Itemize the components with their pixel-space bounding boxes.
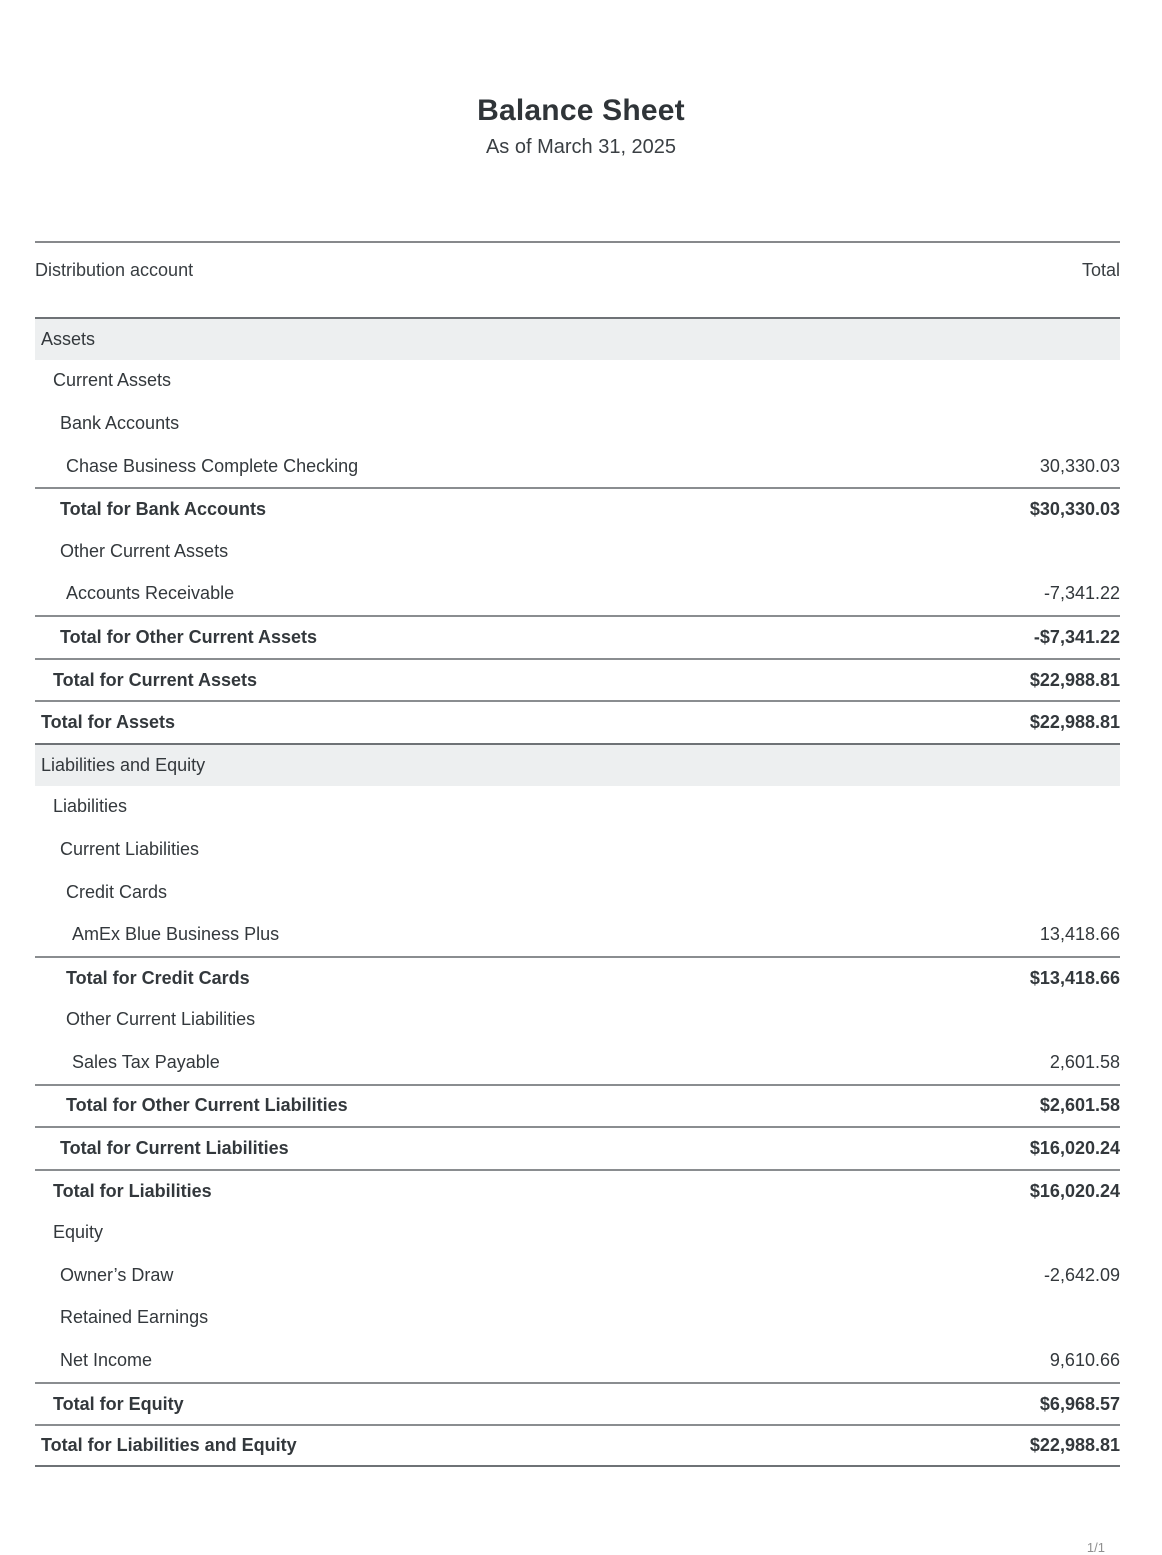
- row-value: $22,988.81: [1029, 712, 1120, 733]
- row-value: $6,968.57: [1039, 1393, 1120, 1414]
- row-label: Total for Liabilities and Equity: [41, 1435, 297, 1456]
- table-row: [35, 360, 1120, 403]
- table-row: [35, 1126, 1120, 1169]
- row-label: Accounts Receivable: [66, 583, 235, 604]
- table-row: [35, 1211, 1120, 1254]
- table-row: [35, 402, 1120, 445]
- table-row: [35, 1339, 1120, 1382]
- row-value: $13,418.66: [1029, 967, 1120, 988]
- page-indicator: 1/1: [1086, 1540, 1105, 1555]
- row-label: Credit Cards: [66, 881, 168, 902]
- table-row: [35, 999, 1120, 1042]
- row-label: Liabilities: [53, 796, 128, 817]
- header-distribution-account: Distribution account: [35, 260, 194, 280]
- row-label: Equity: [53, 1222, 104, 1243]
- table-row: [35, 1382, 1120, 1425]
- row-label: Total for Assets: [41, 712, 176, 733]
- report-header: [0, 94, 1162, 159]
- row-value: -7,341.22: [1043, 583, 1120, 604]
- row-value: -2,642.09: [1043, 1264, 1120, 1285]
- row-value: 30,330.03: [1039, 455, 1120, 476]
- row-value: $22,988.81: [1029, 669, 1120, 690]
- row-value: $2,601.58: [1039, 1095, 1120, 1116]
- row-label: Current Assets: [53, 370, 172, 391]
- table-row: [35, 871, 1120, 914]
- row-label: Total for Liabilities: [53, 1180, 212, 1201]
- page-title: Balance Sheet: [477, 94, 685, 127]
- table-header-row: [35, 241, 1120, 317]
- table-row: [35, 445, 1120, 488]
- table-body: [35, 317, 1120, 1467]
- table-row: [35, 786, 1120, 829]
- table-row: [35, 1169, 1120, 1212]
- table-row: [35, 530, 1120, 573]
- table-row: [35, 1424, 1120, 1467]
- balance-sheet-table: [35, 241, 1120, 1467]
- table-row: [35, 1254, 1120, 1297]
- table-row: [35, 487, 1120, 530]
- row-label: Other Current Assets: [60, 540, 229, 561]
- row-label: Net Income: [60, 1350, 153, 1371]
- page-subtitle: As of March 31, 2025: [485, 136, 677, 158]
- row-value: 13,418.66: [1039, 924, 1120, 945]
- table-row: [35, 1084, 1120, 1127]
- table-row: [35, 658, 1120, 701]
- row-label: Total for Equity: [53, 1393, 184, 1414]
- table-row: [35, 1041, 1120, 1084]
- row-label: Chase Business Complete Checking: [66, 455, 359, 476]
- row-label: Owner’s Draw: [60, 1264, 174, 1285]
- row-value: $30,330.03: [1029, 499, 1120, 520]
- header-total: Total: [1081, 260, 1120, 280]
- row-label: Total for Current Liabilities: [60, 1138, 289, 1159]
- table-row: [35, 913, 1120, 956]
- row-label: Retained Earnings: [60, 1307, 209, 1328]
- row-value: -$7,341.22: [1033, 626, 1120, 647]
- row-value: $16,020.24: [1029, 1138, 1120, 1159]
- row-value: $22,988.81: [1029, 1435, 1120, 1456]
- table-row: [35, 573, 1120, 616]
- row-value: $16,020.24: [1029, 1180, 1120, 1201]
- row-label: Total for Current Assets: [53, 669, 258, 690]
- row-label: Current Liabilities: [60, 838, 200, 859]
- table-row: [35, 956, 1120, 999]
- table-row: [35, 1297, 1120, 1340]
- row-label: Liabilities and Equity: [41, 754, 206, 775]
- row-label: Other Current Liabilities: [66, 1009, 256, 1030]
- row-value: 2,601.58: [1049, 1051, 1120, 1072]
- row-label: Bank Accounts: [60, 412, 180, 433]
- table-row: [35, 615, 1120, 658]
- row-label: Sales Tax Payable: [72, 1051, 220, 1072]
- row-label: Total for Other Current Liabilities: [66, 1095, 348, 1116]
- table-row: [35, 828, 1120, 871]
- table-row: [35, 743, 1120, 786]
- table-row: [35, 700, 1120, 743]
- row-value: 9,610.66: [1049, 1350, 1120, 1371]
- row-label: Total for Credit Cards: [66, 967, 250, 988]
- table-row: [35, 317, 1120, 360]
- row-label: Total for Other Current Assets: [60, 626, 318, 647]
- row-label: Assets: [41, 328, 96, 349]
- row-label: Total for Bank Accounts: [60, 499, 267, 520]
- row-label: AmEx Blue Business Plus: [72, 924, 280, 945]
